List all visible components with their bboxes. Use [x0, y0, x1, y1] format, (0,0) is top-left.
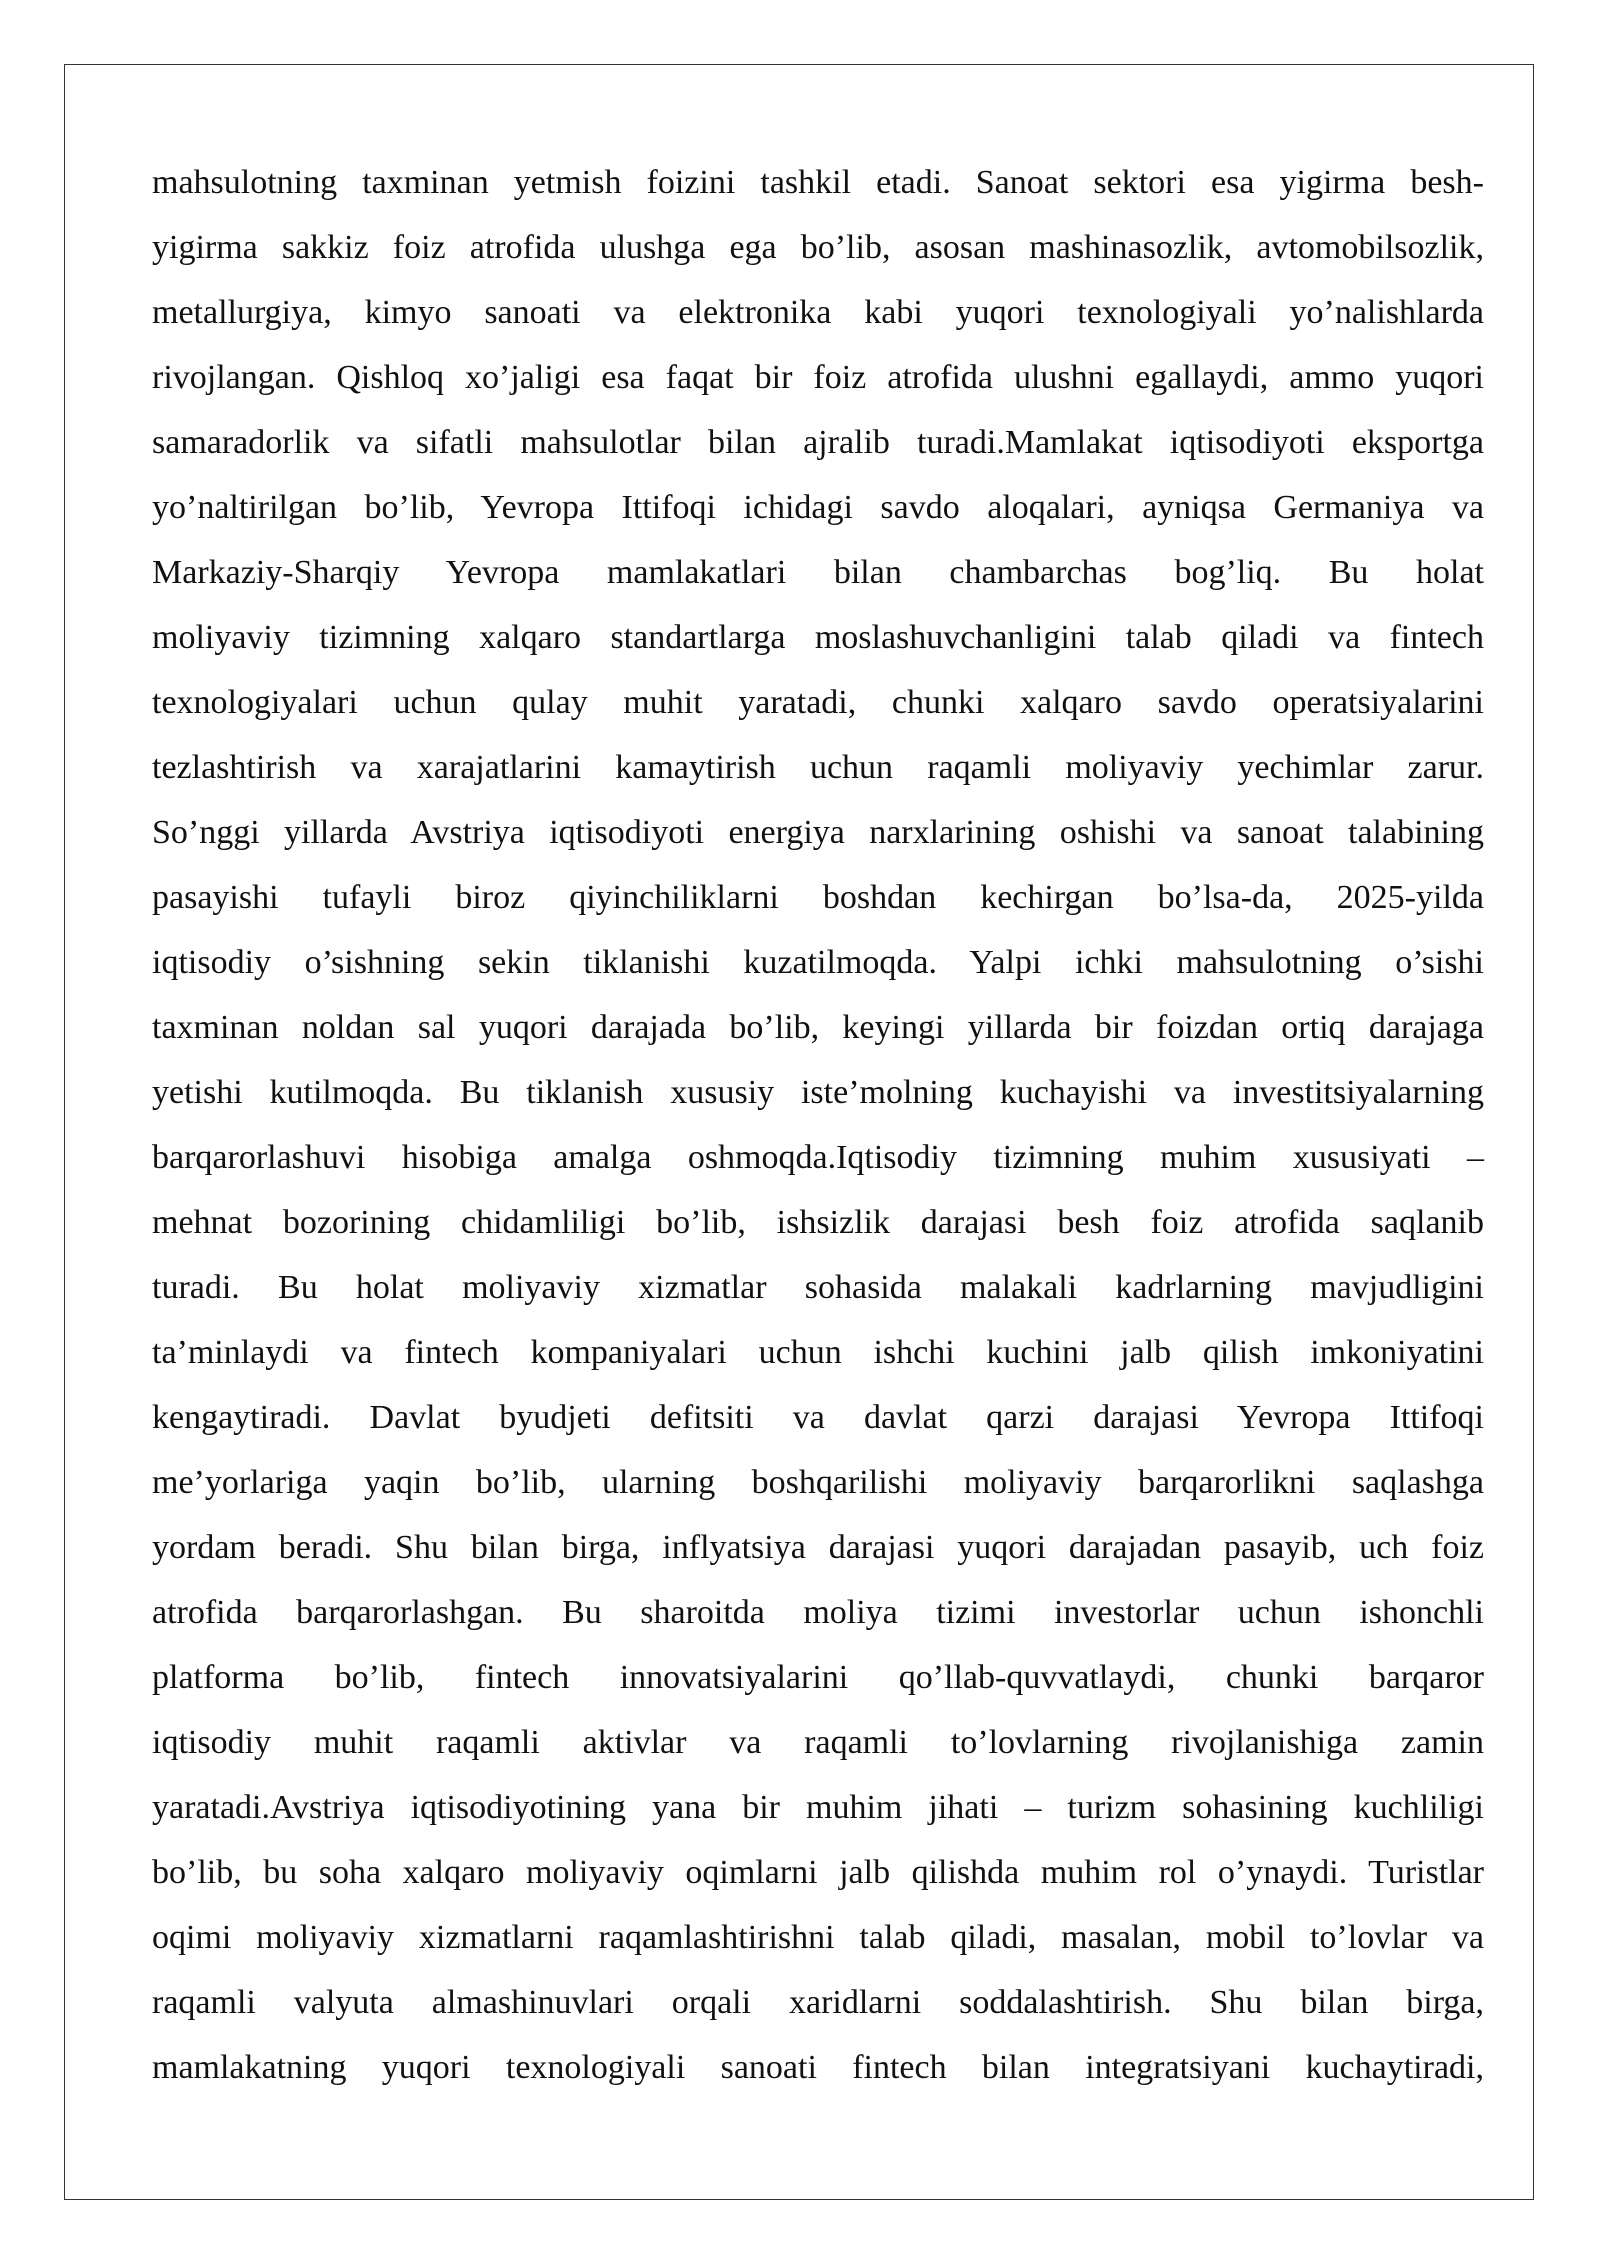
text-line-14: taxminan noldan sal yuqori darajada bo’lib, keyingi yillarda bir foizdan ortiq darajaga — [152, 1009, 1484, 1046]
text-line-7: Markaziy-Sharqiy Yevropa mamlakatlari bilan chambarchas bog’liq. Bu holat — [152, 554, 1484, 591]
body-paragraph — [152, 150, 1484, 2100]
text-line-8: moliyaviy tizimning xalqaro standartlarga moslashuvchanligini talab qiladi va fintech — [152, 619, 1484, 656]
text-line-13: iqtisodiy o’sishning sekin tiklanishi kuzatilmoqda. Yalpi ichki mahsulotning o’sishi — [152, 944, 1484, 981]
text-line-12: pasayishi tufayli biroz qiyinchiliklarni boshdan kechirgan bo’lsa-da, 2025-yilda — [152, 879, 1484, 916]
text-line-22: yordam beradi. Shu bilan birga, inflyatsiya darajasi yuqori darajadan pasayib, uch foiz — [152, 1529, 1484, 1566]
text-line-15: yetishi kutilmoqda. Bu tiklanish xususiy iste’molning kuchayishi va investitsiyalarning — [152, 1074, 1484, 1111]
text-line-23: atrofida barqarorlashgan. Bu sharoitda moliya tizimi investorlar uchun ishonchli — [152, 1594, 1484, 1631]
text-line-20: kengaytiradi. Davlat byudjeti defitsiti va davlat qarzi darajasi Yevropa Ittifoqi — [152, 1399, 1484, 1436]
text-line-29: raqamli valyuta almashinuvlari orqali xaridlarni soddalashtirish. Shu bilan birga, — [152, 1984, 1484, 2021]
text-line-25: iqtisodiy muhit raqamli aktivlar va raqamli to’lovlarning rivojlanishiga zamin — [152, 1724, 1484, 1761]
text-line-21: me’yorlariga yaqin bo’lib, ularning boshqarilishi moliyaviy barqarorlikni saqlashga — [152, 1464, 1484, 1501]
text-line-18: turadi. Bu holat moliyaviy xizmatlar sohasida malakali kadrlarning mavjudligini — [152, 1269, 1484, 1306]
text-line-27: bo’lib, bu soha xalqaro moliyaviy oqimlarni jalb qilishda muhim rol o’ynaydi. Turistlar — [152, 1854, 1484, 1891]
text-line-6: yo’naltirilgan bo’lib, Yevropa Ittifoqi ichidagi savdo aloqalari, ayniqsa Germaniya va — [152, 489, 1484, 526]
text-line-30: mamlakatning yuqori texnologiyali sanoati fintech bilan integratsiyani kuchaytiradi, — [152, 2049, 1484, 2086]
text-line-1: mahsulotning taxminan yetmish foizini tashkil etadi. Sanoat sektori esa yigirma besh- — [152, 164, 1484, 201]
text-line-17: mehnat bozorining chidamliligi bo’lib, ishsizlik darajasi besh foiz atrofida saqlanib — [152, 1204, 1484, 1241]
text-line-4: rivojlangan. Qishloq xo’jaligi esa faqat bir foiz atrofida ulushni egallaydi, ammo yuqori — [152, 359, 1484, 396]
text-line-3: metallurgiya, kimyo sanoati va elektronika kabi yuqori texnologiyali yo’nalishlarda — [152, 294, 1484, 331]
text-line-9: texnologiyalari uchun qulay muhit yaratadi, chunki xalqaro savdo operatsiyalarini — [152, 684, 1484, 721]
text-line-19: ta’minlaydi va fintech kompaniyalari uchun ishchi kuchini jalb qilish imkoniyatini — [152, 1334, 1484, 1371]
text-line-10: tezlashtirish va xarajatlarini kamaytirish uchun raqamli moliyaviy yechimlar zarur. — [152, 749, 1484, 786]
text-line-2: yigirma sakkiz foiz atrofida ulushga ega bo’lib, asosan mashinasozlik, avtomobilsozlik, — [152, 229, 1484, 266]
text-line-11: So’nggi yillarda Avstriya iqtisodiyoti energiya narxlarining oshishi va sanoat talabining — [152, 814, 1484, 851]
text-line-26: yaratadi.Avstriya iqtisodiyotining yana bir muhim jihati – turizm sohasining kuchliligi — [152, 1789, 1484, 1826]
text-line-28: oqimi moliyaviy xizmatlarni raqamlashtirishni talab qiladi, masalan, mobil to’lovlar va — [152, 1919, 1484, 1956]
text-line-5: samaradorlik va sifatli mahsulotlar bilan ajralib turadi.Mamlakat iqtisodiyoti eksportga — [152, 424, 1484, 461]
text-line-16: barqarorlashuvi hisobiga amalga oshmoqda.Iqtisodiy tizimning muhim xususiyati – — [152, 1139, 1484, 1176]
text-line-24: platforma bo’lib, fintech innovatsiyalarini qo’llab-quvvatlaydi, chunki barqaror — [152, 1659, 1484, 1696]
